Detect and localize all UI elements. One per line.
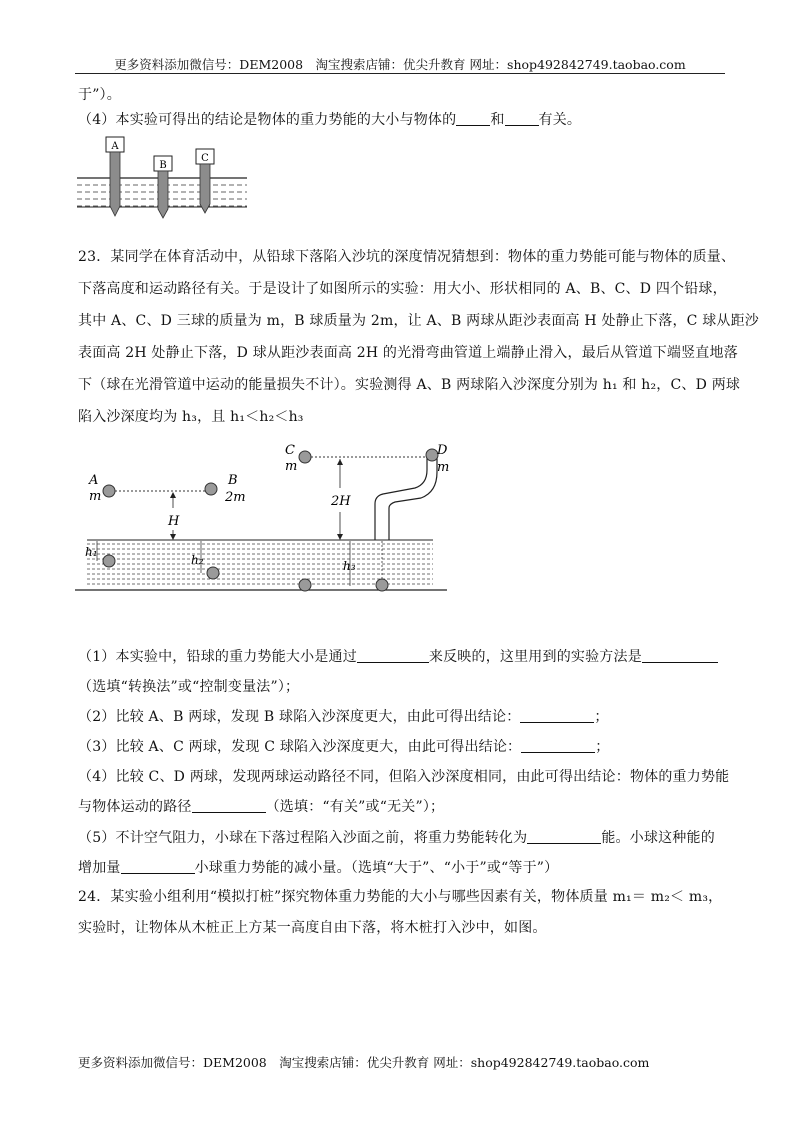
q23-line1: 23．某同学在体育活动中，从铅球下落陷入沙坑的深度情况猜想到：物体的重力势能可能与物体的质量、	[78, 249, 736, 265]
stakes-figure	[75, 134, 255, 224]
label-A: A	[89, 473, 99, 488]
q23-line3: 其中 A、C、D 三球的质量为 m，B 球质量为 2m，让 A、B 两球从距沙表面高 H 处静止下落，C 球从距沙	[78, 313, 760, 329]
q23-part4b-text: 与物体运动的路径	[78, 799, 192, 815]
q22-part4-prefix: （4）本实验可得出的结论是物体的重力势能的大小与物体的	[78, 112, 457, 128]
q23-part3	[78, 736, 609, 756]
pipe-outer	[375, 458, 427, 540]
q23-part1-text-a: （1）本实验中，铅球的重力势能大小是通过	[78, 649, 357, 665]
depth-h1: h₁	[85, 545, 98, 559]
mass-D: m	[437, 460, 450, 475]
answer-blank[interactable]	[527, 829, 601, 844]
q23-part4: （4）比较 C、D 两球，发现两球运动路径不同，但陷入沙深度相同，由此可得出结论：物体的重力势能	[78, 769, 730, 785]
label-B: B	[228, 473, 238, 488]
mass-C: m	[285, 459, 298, 474]
q23-part3-end: ；	[595, 739, 610, 755]
q23-part5b-hint: 小球重力势能的减小量。（选填“大于”、“小于”或“等于”）	[194, 860, 559, 876]
stake-c	[200, 164, 210, 213]
answer-blank[interactable]	[521, 738, 595, 753]
q23-part1	[78, 646, 718, 666]
q23-part1-text-b: 来反映的，这里用到的实验方法是	[428, 649, 642, 665]
answer-blank[interactable]	[520, 708, 594, 723]
answer-blank[interactable]	[192, 798, 266, 813]
ball-b-start	[205, 483, 217, 495]
q24-line1: 24．某实验小组利用“模拟打桩”探究物体重力势能的大小与哪些因素有关，物体质量 m₁＝ m₂＜ m₃，	[78, 889, 723, 905]
mass-B: 2m	[225, 490, 246, 505]
answer-blank[interactable]	[357, 648, 429, 663]
q23-part4b	[78, 796, 444, 816]
page-footer: 更多资料添加微信号：DEM2008 淘宝搜索店铺：优尖升教育 网址：shop492842749.taobao.com	[78, 1055, 650, 1070]
answer-blank[interactable]	[642, 648, 718, 663]
answer-blank[interactable]	[456, 111, 490, 126]
q22-part4-mid: 和	[490, 112, 505, 128]
label-c: C	[201, 153, 209, 164]
q23-part1-hint: （选填“转换法”或“控制变量法”）；	[78, 679, 300, 695]
q23-part2	[78, 706, 609, 726]
mass-A: m	[89, 489, 102, 504]
q22-part4	[78, 109, 581, 129]
sand-texture	[87, 544, 433, 584]
q23-part2-text: （2）比较 A、B 两球，发现 B 球陷入沙深度更大，由此可得出结论：	[78, 709, 521, 725]
stake-b	[158, 171, 168, 218]
answer-blank[interactable]	[505, 111, 539, 126]
header-divider	[75, 73, 725, 74]
q23-line5: 下（球在光滑管道中运动的能量损失不计）。实验测得 A、B 两球陷入沙深度分别为 h₁ 和 h₂，C、D 两球	[78, 377, 741, 393]
label-a: A	[111, 141, 119, 152]
continued-text: 于”）。	[78, 87, 121, 103]
q23-part5-text: （5）不计空气阻力，小球在下落过程陷入沙面之前，将重力势能转化为	[78, 830, 528, 846]
pipe-inner	[389, 458, 437, 540]
ball-a-start	[103, 485, 115, 497]
height-H: H	[168, 514, 180, 529]
label-b: B	[159, 160, 167, 171]
ball-b-sand	[207, 567, 219, 579]
ball-c-sand	[299, 579, 311, 591]
height-2H: 2H	[331, 494, 351, 509]
depth-h3: h₃	[343, 559, 356, 573]
q23-part4b-hint: （选填：“有关”或“无关”）；	[265, 799, 445, 815]
q23-line6: 陷入沙深度均为 h₃，且 h₁＜h₂＜h₃	[78, 409, 304, 425]
ball-c-start	[299, 451, 311, 463]
answer-blank[interactable]	[121, 859, 195, 874]
depth-h2: h₂	[191, 553, 204, 567]
q23-line4: 表面高 2H 处静止下落，D 球从距沙表面高 2H 的光滑弯曲管道上端静止滑入，最后从管道下端竖直地落	[78, 345, 738, 361]
label-D: D	[437, 443, 448, 458]
q23-line2: 下落高度和运动路径有关。于是设计了如图所示的实验：用大小、形状相同的 A、B、C、D 四个铅球，	[78, 281, 727, 297]
stake-a	[110, 152, 120, 216]
q24-line2: 实验时，让物体从木桩正上方某一高度自由下落，将木桩打入沙中，如图。	[78, 920, 547, 936]
page-header: 更多资料添加微信号：DEM2008 淘宝搜索店铺：优尖升教育 网址：shop492842749.taobao.com	[114, 57, 686, 72]
q23-part5b-text: 增加量	[78, 860, 121, 876]
q23-part5b	[78, 857, 558, 877]
q23-part3-text: （3）比较 A、C 两球，发现 C 球陷入沙深度更大，由此可得出结论：	[78, 739, 522, 755]
q23-part2-end: ；	[594, 709, 609, 725]
lead-ball-figure	[75, 440, 455, 600]
q22-part4-suffix: 有关。	[538, 112, 582, 128]
label-C: C	[285, 443, 295, 458]
q23-part5	[78, 827, 715, 847]
ball-d-sand	[376, 579, 388, 591]
q23-part5-text-b: 能。小球这种能的	[601, 830, 715, 846]
ball-a-sand	[103, 555, 115, 567]
